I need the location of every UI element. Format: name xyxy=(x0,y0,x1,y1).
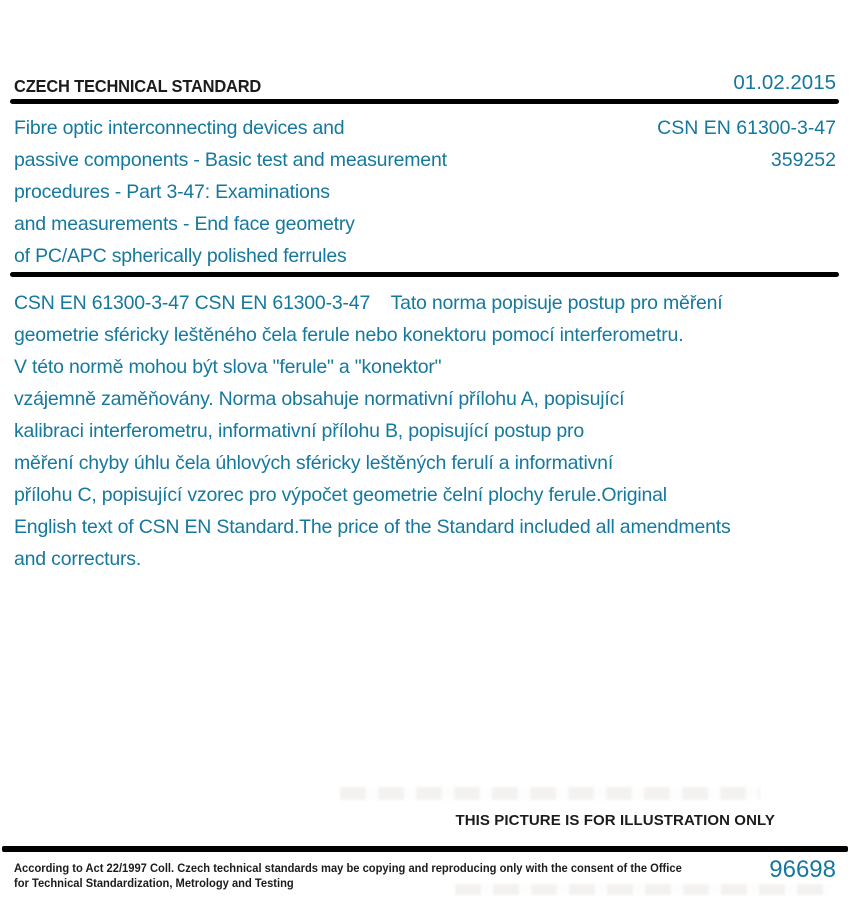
abstract-line: přílohu C, popisující vzorec pro výpočet geometrie čelní plochy ferule.Original xyxy=(14,484,667,506)
standard-title-line: and measurements - End face geometry xyxy=(14,213,355,235)
abstract-line: English text of CSN EN Standard.The price of the Standard included all amendments xyxy=(14,516,731,538)
standard-title xyxy=(14,112,574,272)
abstract-line: V této normě mohou být slova "ferule" a "konektor" xyxy=(14,356,442,378)
standard-title-line: Fibre optic interconnecting devices and xyxy=(14,117,345,139)
illustration-disclaimer: THIS PICTURE IS FOR ILLUSTRATION ONLY xyxy=(455,812,775,829)
catalog-number: 359252 xyxy=(770,149,836,171)
abstract-line: vzájemně zaměňovány. Norma obsahuje normativní přílohu A, popisující xyxy=(14,388,625,410)
issue-date: 01.02.2015 xyxy=(733,71,836,94)
abstract-line: kalibraci interferometru, informativní přílohu B, popisující postup pro xyxy=(14,420,584,442)
abstract-line: and correcturs. xyxy=(14,548,142,570)
page-title: CZECH TECHNICAL STANDARD xyxy=(14,76,262,96)
copyright-notice xyxy=(14,862,682,891)
abstract-line: geometrie sféricky leštěného čela ferule nebo konektoru pomocí interferometru. xyxy=(14,324,684,346)
copyright-line: According to Act 22/1997 Coll. Czech technical standards may be copying and reproducing only with the consent of the Office xyxy=(14,863,682,875)
document-code: 96698 xyxy=(769,856,836,883)
middle-divider xyxy=(10,272,839,277)
top-divider xyxy=(10,99,839,104)
abstract-line: měření chyby úhlu čela úhlových sféricky leštěných ferulí a informativní xyxy=(14,452,614,474)
standard-title-line: passive components - Basic test and measurement xyxy=(14,149,447,171)
footer-divider xyxy=(2,846,848,852)
standard-title-line: procedures - Part 3-47: Examinations xyxy=(14,181,330,203)
copyright-line: for Technical Standardization, Metrology and Testing xyxy=(14,877,294,890)
abstract-text xyxy=(14,287,844,575)
abstract-line: CSN EN 61300-3-47 CSN EN 61300-3-47 Tato norma popisuje postup pro měření xyxy=(14,292,723,314)
faint-watermark xyxy=(340,787,760,800)
standard-title-line: of PC/APC spherically polished ferrules xyxy=(14,245,347,267)
standard-number: CSN EN 61300-3-47 xyxy=(657,117,836,139)
document-numbers xyxy=(657,112,836,176)
